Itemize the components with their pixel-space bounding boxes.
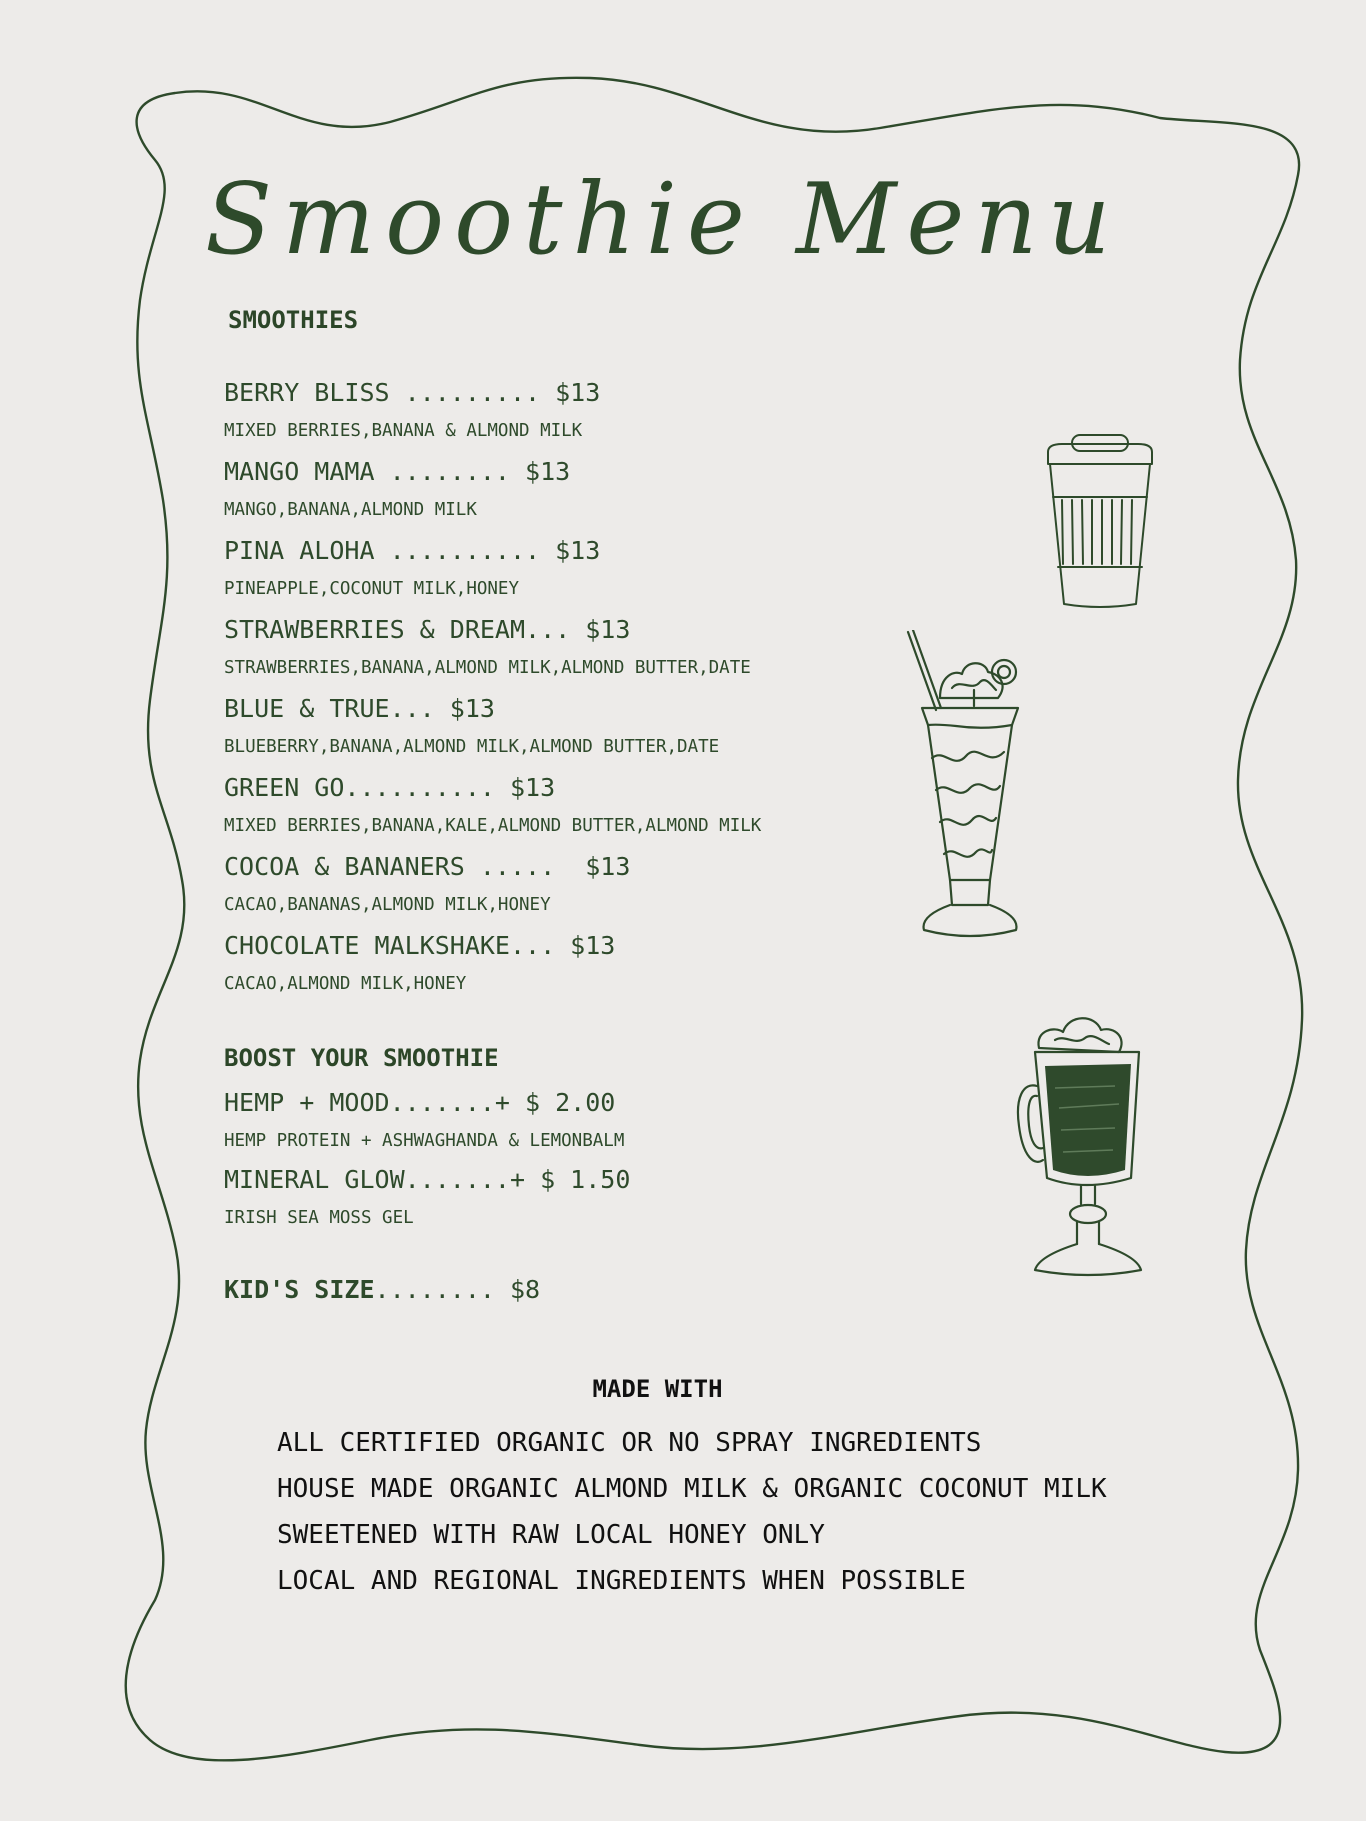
menu-item-blue-true: [224, 693, 904, 759]
kids-size-label: KID'S SIZE: [224, 1275, 375, 1304]
menu-item-name: GREEN GO.......... $13: [224, 773, 556, 802]
boost-item-description: IRISH SEA MOSS GEL: [224, 1208, 414, 1228]
boost-heading: BOOST YOUR SMOOTHIE: [224, 1044, 499, 1072]
menu-item-pina-aloha: [224, 535, 904, 601]
menu-title: Smoothie Menu: [205, 163, 1121, 277]
menu-item-description: MIXED BERRIES,BANANA & ALMOND MILK: [224, 421, 583, 441]
menu-item-description: MANGO,BANANA,ALMOND MILK: [224, 500, 477, 520]
menu-item-description: PINEAPPLE,COCONUT MILK,HONEY: [224, 579, 520, 599]
menu-item-name: MANGO MAMA ........ $13: [224, 457, 571, 486]
menu-item-name: PINA ALOHA .......... $13: [224, 536, 601, 565]
smoothies-heading: SMOOTHIES: [228, 306, 359, 334]
menu-item-description: CACAO,BANANAS,ALMOND MILK,HONEY: [224, 895, 551, 915]
menu-item-cocoa-bananers: [224, 851, 904, 917]
boost-item-name: HEMP + MOOD.......+ $ 2.00: [224, 1088, 616, 1117]
menu-item-name: COCOA & BANANERS ..... $13: [224, 852, 631, 881]
menu-item-name: CHOCOLATE MALKSHAKE... $13: [224, 931, 616, 960]
made-with-line: SWEETENED WITH RAW LOCAL HONEY ONLY: [277, 1520, 825, 1550]
menu-item-chocolate-malkshake: [224, 930, 904, 996]
menu-item-green-go: [224, 772, 904, 838]
made-with-line: HOUSE MADE ORGANIC ALMOND MILK & ORGANIC COCONUT MILK: [277, 1474, 1107, 1504]
menu-item-name: BERRY BLISS ......... $13: [224, 378, 601, 407]
boost-item-description: HEMP PROTEIN + ASHWAGHANDA & LEMONBALM: [224, 1131, 625, 1151]
made-with-list: [277, 1426, 1107, 1610]
menu-item-description: MIXED BERRIES,BANANA,KALE,ALMOND BUTTER,ALMOND MILK: [224, 816, 762, 836]
menu-item-berry-bliss: [224, 377, 904, 443]
menu-item-name: BLUE & TRUE... $13: [224, 694, 495, 723]
menu-item-strawberries-dream: [224, 614, 904, 680]
made-with-heading: MADE WITH: [592, 1375, 723, 1403]
boost-item-hemp-mood: [224, 1087, 904, 1153]
kids-size-price: ........ $8: [374, 1275, 541, 1304]
menu-item-mango-mama: [224, 456, 904, 522]
made-with-line: LOCAL AND REGIONAL INGREDIENTS WHEN POSSIBLE: [277, 1566, 966, 1596]
menu-item-name: STRAWBERRIES & DREAM... $13: [224, 615, 631, 644]
boost-item-mineral-glow: [224, 1164, 904, 1230]
irish-coffee-mug-icon: [1015, 1008, 1147, 1278]
menu-item-description: CACAO,ALMOND MILK,HONEY: [224, 974, 467, 994]
made-with-line: ALL CERTIFIED ORGANIC OR NO SPRAY INGREDIENTS: [277, 1428, 982, 1458]
boost-item-name: MINERAL GLOW.......+ $ 1.50: [224, 1165, 631, 1194]
menu-item-description: BLUEBERRY,BANANA,ALMOND MILK,ALMOND BUTTER,DATE: [224, 737, 720, 757]
menu-item-description: STRAWBERRIES,BANANA,ALMOND MILK,ALMOND BUTTER,DATE: [224, 658, 751, 678]
coffee-cup-icon: [1040, 432, 1160, 612]
parfait-glass-icon: [900, 630, 1040, 942]
kids-size-line: [224, 1274, 540, 1306]
